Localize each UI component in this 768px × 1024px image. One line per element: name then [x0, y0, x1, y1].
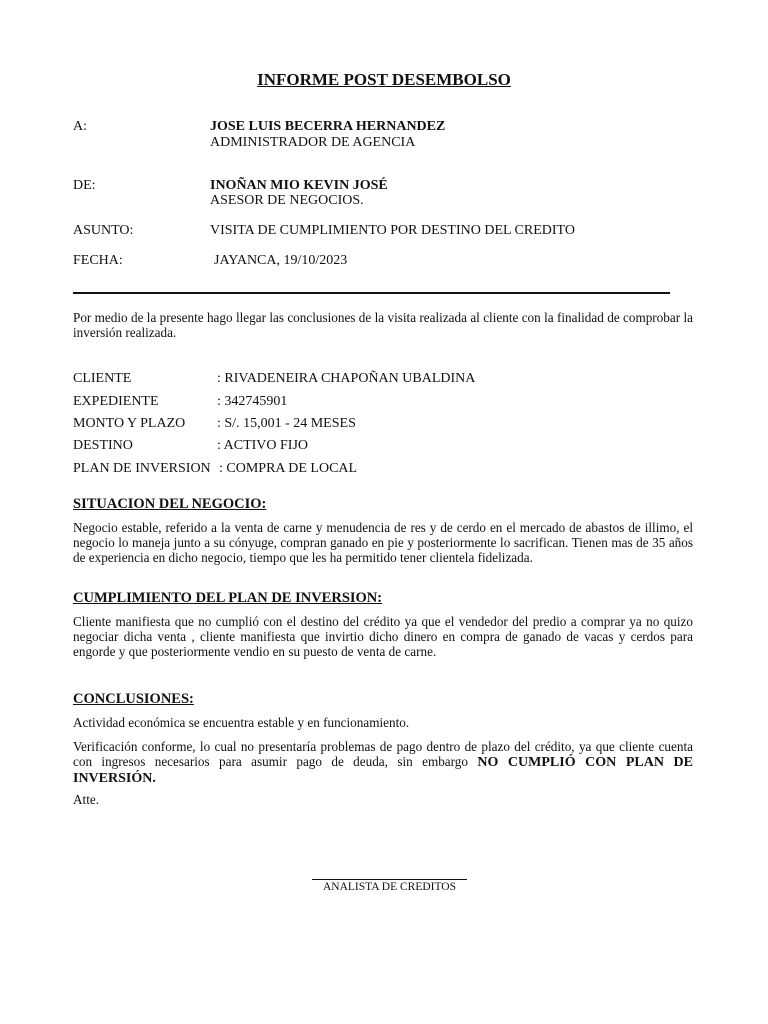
conclusiones-paragraph-2-text: Verificación conforme, lo cual no presentaría problemas de pago dentro de plazo del crédito, ya que cliente cuenta con ingresos necesarios para asumir pago de deuda, sin embargo [73, 739, 693, 770]
header-divider [73, 292, 670, 294]
detail-label-expediente: EXPEDIENTE [73, 394, 159, 409]
situacion-paragraph: Negocio estable, referido a la venta de carne y menudencia de res y de cerdo en el mercado de abastos de illimo, el negocio lo maneja junto a su cónyuge, compran ganado en pie y posteriormente lo sacrifican. Tienen mas de 35 años de experiencia en dicho negocio, tiempo que les ha permitido tener clientela fidelizada. [73, 520, 693, 566]
detail-value-expediente: : 342745901 [217, 394, 288, 409]
subject-label: ASUNTO: [73, 223, 134, 238]
detail-value-destino: : ACTIVO FIJO [217, 438, 309, 453]
detail-label-destino: DESTINO [73, 438, 133, 453]
to-role: ADMINISTRADOR DE AGENCIA [210, 135, 416, 150]
detail-value-cliente: : RIVADENEIRA CHAPOÑAN UBALDINA [217, 371, 476, 386]
signature-title: ANALISTA DE CREDITOS [322, 881, 457, 893]
signature-line [312, 879, 467, 880]
to-label: A: [73, 119, 87, 134]
from-label: DE: [73, 178, 96, 193]
intro-paragraph: Por medio de la presente hago llegar las conclusiones de la visita realizada al cliente con la finalidad de comprobar la inversión realizada. [73, 310, 693, 341]
detail-label-plan: PLAN DE INVERSION [73, 461, 211, 476]
conclusiones-paragraph-1: Actividad económica se encuentra estable y en funcionamiento. [73, 715, 410, 730]
cumplimiento-paragraph: Cliente manifiesta que no cumplió con el destino del crédito ya que el vendedor del predio a comprar ya no quizo negociar dicha venta , cliente manifiesta que invirtio dicho dinero en compra de ganado de vacas y cerdos para engorde y que posteriormente vendio en su puesto de venta de carne. [73, 614, 693, 660]
detail-label-cliente: CLIENTE [73, 371, 132, 386]
date-label: FECHA: [73, 253, 123, 268]
situacion-heading: SITUACION DEL NEGOCIO: [73, 496, 267, 512]
conclusiones-emphasis: NO CUMPLIÓ CON PLAN DE INVERSIÓN. [73, 755, 693, 787]
detail-value-monto: : S/. 15,001 - 24 MESES [217, 416, 356, 431]
from-name: INOÑAN MIO KEVIN JOSÉ [210, 178, 388, 193]
document-title: INFORME POST DESEMBOLSO [257, 70, 511, 89]
date-value: JAYANCA, 19/10/2023 [214, 253, 348, 268]
closing-text: Atte. [73, 792, 100, 807]
conclusiones-heading: CONCLUSIONES: [73, 691, 194, 707]
cumplimiento-heading: CUMPLIMIENTO DEL PLAN DE INVERSION: [73, 590, 383, 606]
detail-label-monto: MONTO Y PLAZO [73, 416, 186, 431]
from-role: ASESOR DE NEGOCIOS. [210, 193, 364, 208]
subject-value: VISITA DE CUMPLIMIENTO POR DESTINO DEL CREDITO [210, 223, 575, 238]
detail-value-plan: : COMPRA DE LOCAL [219, 461, 358, 476]
conclusiones-paragraph-2 [73, 739, 693, 787]
to-name: JOSE LUIS BECERRA HERNANDEZ [210, 119, 446, 134]
